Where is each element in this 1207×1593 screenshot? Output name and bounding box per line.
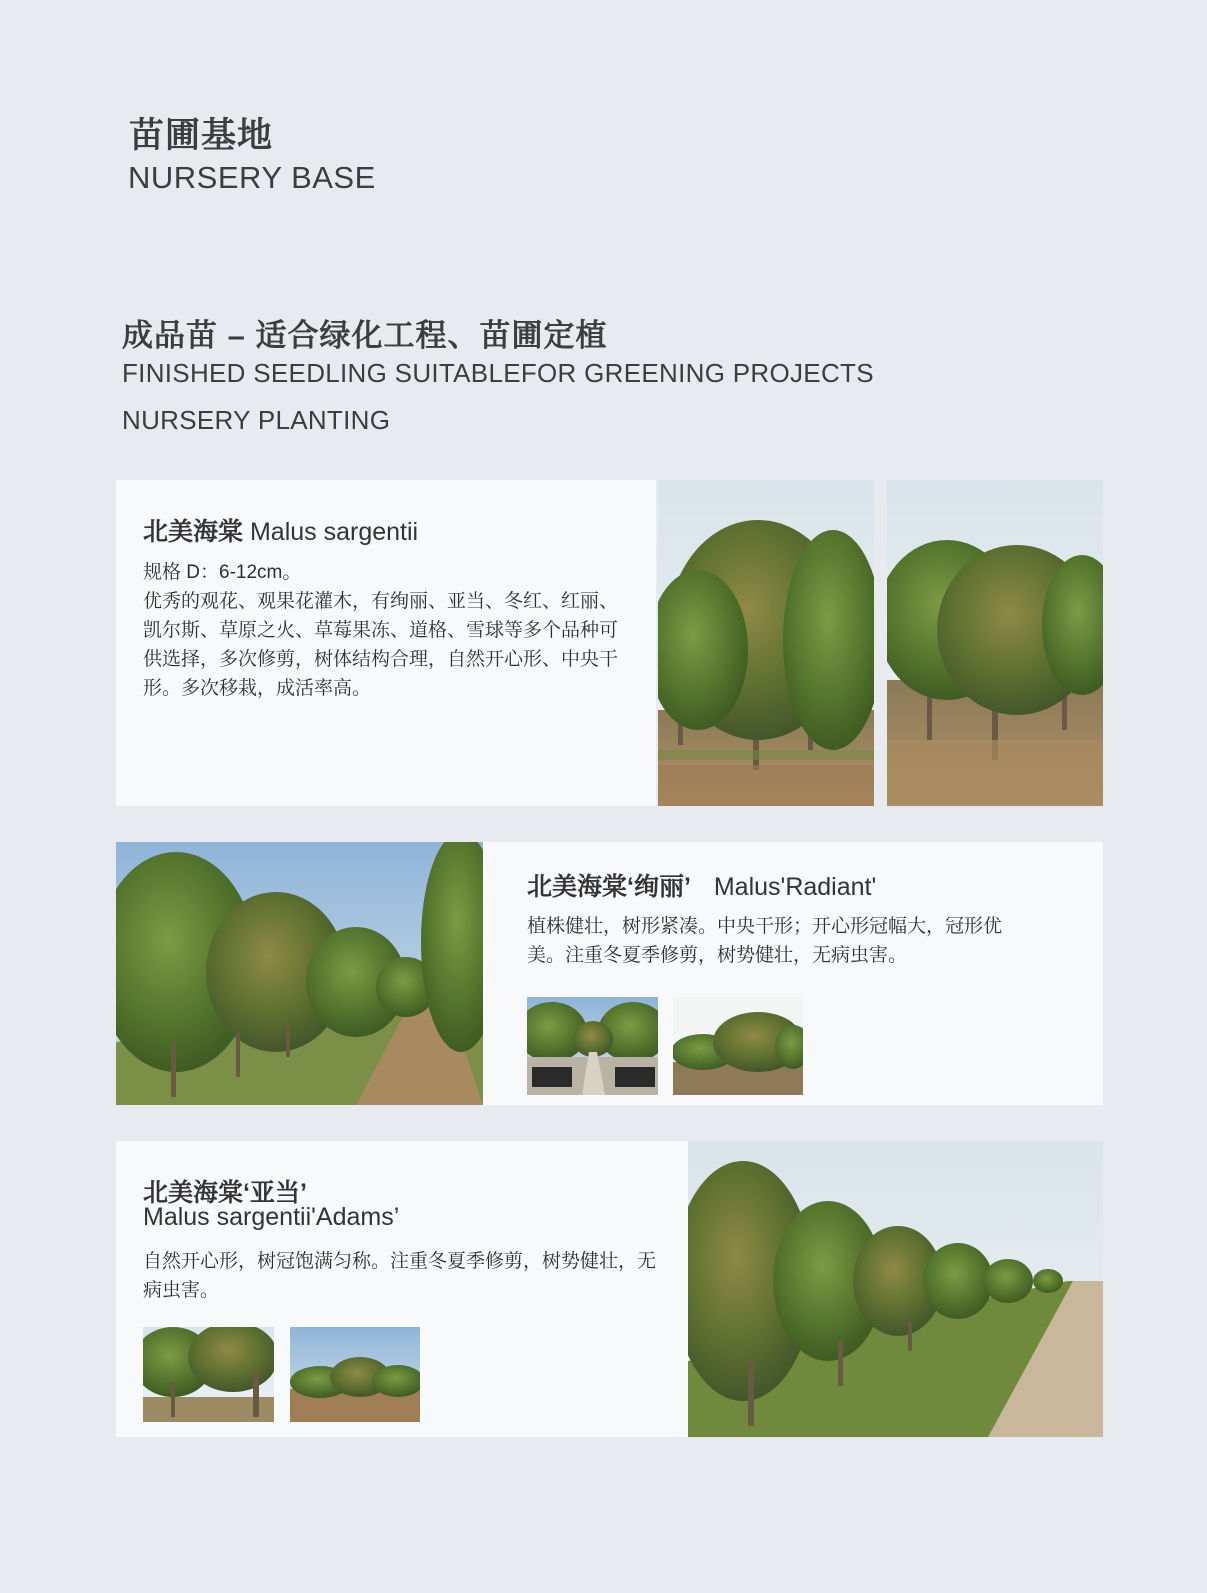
- product-spec: 规格 D：6-12cm。: [143, 562, 302, 583]
- product-card-malus-radiant: [483, 842, 1103, 1105]
- product-name-cn: 北美海棠‘绚丽’: [527, 873, 691, 901]
- tree-field-photo: [673, 997, 803, 1095]
- apple-tree-nursery-photo: [658, 480, 874, 806]
- tree-field-photo: [290, 1327, 420, 1422]
- page-title-en: NURSERY BASE: [128, 160, 376, 195]
- product-description: 植株健壮，树形紧凑。中央干形；开心形冠幅大，冠形优美。注重冬夏季修剪，树势健壮，无病虫害。: [527, 916, 1003, 966]
- product-card-malus-sargentii: [116, 480, 656, 806]
- product-name-latin: Malus sargentii'Adams’: [143, 1203, 400, 1231]
- section-title-cn: 成品苗 – 适合绿化工程、苗圃定植: [122, 318, 608, 353]
- product-name-latin: Malus sargentii: [249, 518, 419, 546]
- product-description: 优秀的观花、观果花灌木，有绚丽、亚当、冬红、红丽、凯尔斯、草原之火、草莓果冻、道格、雪球等多个品种可供选择，多次修剪，树体结构合理，自然开心形、中央干形。多次移栽，成活率高。: [143, 591, 619, 699]
- product-card-malus-adams: [116, 1141, 688, 1437]
- tree-row-photo: [116, 842, 483, 1105]
- tree-row-road-photo: [688, 1141, 1103, 1437]
- product-name-latin: Malus'Radiant': [713, 873, 877, 901]
- container-nursery-photo: [527, 997, 658, 1095]
- product-title: [143, 512, 418, 548]
- apple-tree-nursery-photo: [887, 480, 1103, 806]
- section-title-en-line2: NURSERY PLANTING: [122, 405, 391, 435]
- section-title-en-line1: FINISHED SEEDLING SUITABLEFOR GREENING PROJECTS: [122, 358, 874, 388]
- product-name-cn: 北美海棠: [143, 518, 244, 546]
- product-description: 自然开心形，树冠饱满匀称。注重冬夏季修剪，树势健壮，无病虫害。: [143, 1251, 657, 1301]
- tree-row-photo: [143, 1327, 274, 1422]
- product-name-cn-text: 北美海棠‘亚当’: [143, 1179, 307, 1207]
- product-title: [527, 867, 876, 903]
- page-title-cn: 苗圃基地: [129, 116, 274, 155]
